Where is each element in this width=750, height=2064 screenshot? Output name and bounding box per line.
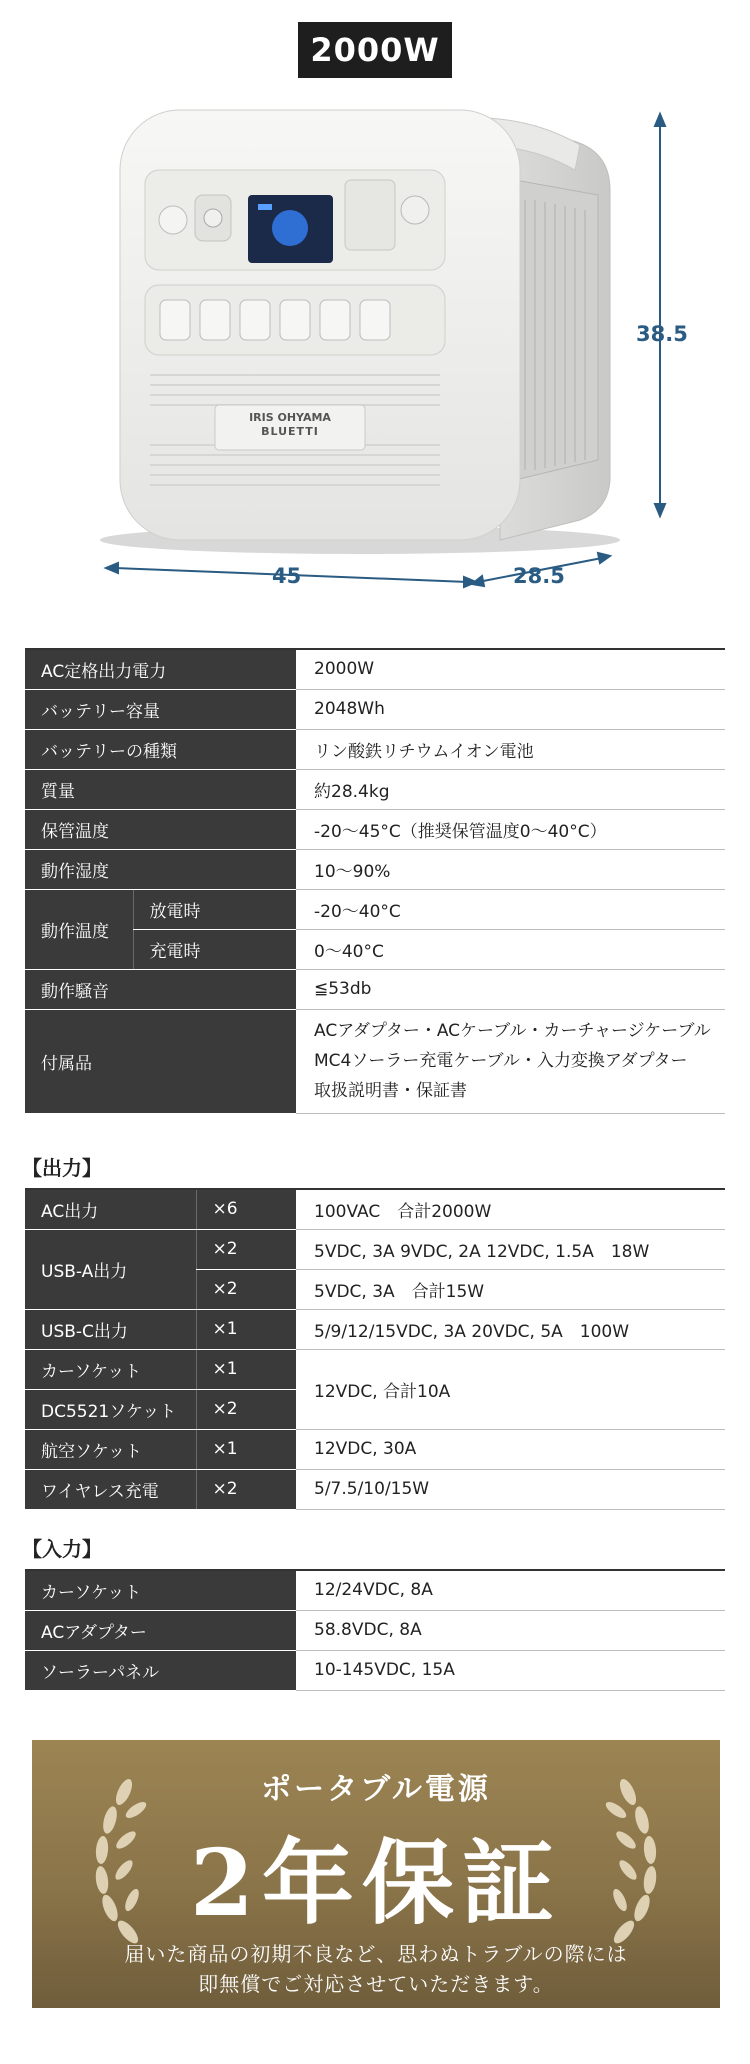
- input-value: 58.8VDC, 8A: [296, 1610, 725, 1650]
- spec-row: [25, 649, 725, 689]
- input-label: ACアダプター: [25, 1610, 296, 1650]
- input-row: [25, 1610, 725, 1650]
- output-qty: ×1: [196, 1429, 296, 1469]
- input-section-title: 【入力】: [22, 1537, 102, 1561]
- output-value: 5/7.5/10/15W: [296, 1469, 725, 1509]
- output-section-title: 【出力】: [22, 1156, 102, 1180]
- input-label: ソーラーパネル: [25, 1650, 296, 1690]
- spec-row: [25, 969, 725, 1009]
- spec-label: 質量: [25, 769, 296, 809]
- dimension-depth: 28.5: [513, 564, 565, 588]
- output-qty: ×6: [196, 1189, 296, 1229]
- output-value: 100VAC 合計2000W: [296, 1189, 725, 1229]
- warranty-banner: [32, 1740, 720, 2008]
- warranty-note-line1: 届いた商品の初期不良など、思わぬトラブルの際には: [124, 1942, 628, 1966]
- spec-label: AC定格出力電力: [25, 649, 296, 689]
- capacity-badge: 2000W: [298, 22, 452, 78]
- warranty-note-line2: 即無償でご対応させていただきます。: [198, 1972, 554, 1996]
- spec-value-noise: ≦53db: [296, 969, 725, 1009]
- spec-label-temp: 動作温度: [25, 889, 133, 969]
- output-qty: ×2: [196, 1469, 296, 1509]
- output-value: 5VDC, 3A 合計15W: [296, 1269, 725, 1309]
- spec-label: バッテリー容量: [25, 689, 296, 729]
- accessory-line: 取扱説明書・保証書: [314, 1081, 467, 1101]
- output-label: ワイヤレス充電: [25, 1469, 196, 1509]
- spec-value: 約28.4kg: [296, 769, 725, 809]
- output-row: [25, 1189, 725, 1229]
- brand-logo-line2: BLUETTI: [261, 425, 319, 438]
- dimension-width: 45: [272, 564, 302, 588]
- spec-value-charge: 0〜40°C: [296, 929, 725, 969]
- spec-label: 保管温度: [25, 809, 296, 849]
- output-value: 12VDC, 合計10A: [296, 1349, 725, 1429]
- output-qty: ×1: [196, 1309, 296, 1349]
- spec-row: [25, 1009, 725, 1113]
- spec-value: 10〜90%: [296, 849, 725, 889]
- spec-value: -20〜45°C（推奨保管温度0〜40°C）: [296, 809, 725, 849]
- warranty-subtitle: ポータブル電源: [261, 1772, 491, 1807]
- output-value: 12VDC, 30A: [296, 1429, 725, 1469]
- spec-row: [25, 689, 725, 729]
- output-row: [25, 1309, 725, 1349]
- output-row: [25, 1349, 725, 1389]
- power-station-illustration: [0, 100, 750, 620]
- output-row: [25, 1469, 725, 1509]
- input-table: [25, 1569, 725, 1691]
- output-row: [25, 1229, 725, 1269]
- output-value: 5VDC, 3A 9VDC, 2A 12VDC, 1.5A 18W: [296, 1229, 725, 1269]
- output-label: カーソケット: [25, 1349, 196, 1389]
- input-row: [25, 1650, 725, 1690]
- spec-label-noise: 動作騒音: [25, 969, 296, 1009]
- output-label: 航空ソケット: [25, 1429, 196, 1469]
- output-value: 5/9/12/15VDC, 3A 20VDC, 5A 100W: [296, 1309, 725, 1349]
- spec-value: リン酸鉄リチウムイオン電池: [296, 729, 725, 769]
- spec-value-accessories: [296, 1009, 725, 1113]
- spec-row: [25, 809, 725, 849]
- output-label: USB-C出力: [25, 1309, 196, 1349]
- output-label: AC出力: [25, 1189, 196, 1229]
- output-table: [25, 1188, 725, 1510]
- spec-label: 動作湿度: [25, 849, 296, 889]
- spec-sublabel-charge: 充電時: [133, 929, 296, 969]
- spec-value-discharge: -20〜40°C: [296, 889, 725, 929]
- dimension-height: 38.5: [636, 322, 688, 346]
- input-value: 12/24VDC, 8A: [296, 1570, 725, 1610]
- warranty-title: 2年保証: [189, 1829, 562, 1937]
- spec-row: [25, 849, 725, 889]
- spec-value: 2048Wh: [296, 689, 725, 729]
- brand-logo-line1: IRIS OHYAMA: [249, 411, 331, 424]
- output-label: DC5521ソケット: [25, 1389, 196, 1429]
- spec-row: [25, 889, 725, 929]
- output-qty: ×2: [196, 1229, 296, 1269]
- input-value: 10-145VDC, 15A: [296, 1650, 725, 1690]
- input-label: カーソケット: [25, 1570, 296, 1610]
- output-qty: ×2: [196, 1269, 296, 1309]
- output-row: [25, 1429, 725, 1469]
- output-qty: ×2: [196, 1389, 296, 1429]
- spec-label-accessories: 付属品: [25, 1009, 296, 1113]
- spec-row: [25, 729, 725, 769]
- product-image: [0, 100, 750, 620]
- input-row: [25, 1570, 725, 1610]
- spec-row: [25, 769, 725, 809]
- spec-table: [25, 648, 725, 1114]
- spec-sublabel-discharge: 放電時: [133, 889, 296, 929]
- accessory-line: ACアダプター・ACケーブル・カーチャージケーブル: [314, 1021, 711, 1041]
- accessory-line: MC4ソーラー充電ケーブル・入力変換アダプター: [314, 1051, 688, 1071]
- output-qty: ×1: [196, 1349, 296, 1389]
- spec-value: 2000W: [296, 649, 725, 689]
- output-label: USB-A出力: [25, 1229, 196, 1309]
- spec-label: バッテリーの種類: [25, 729, 296, 769]
